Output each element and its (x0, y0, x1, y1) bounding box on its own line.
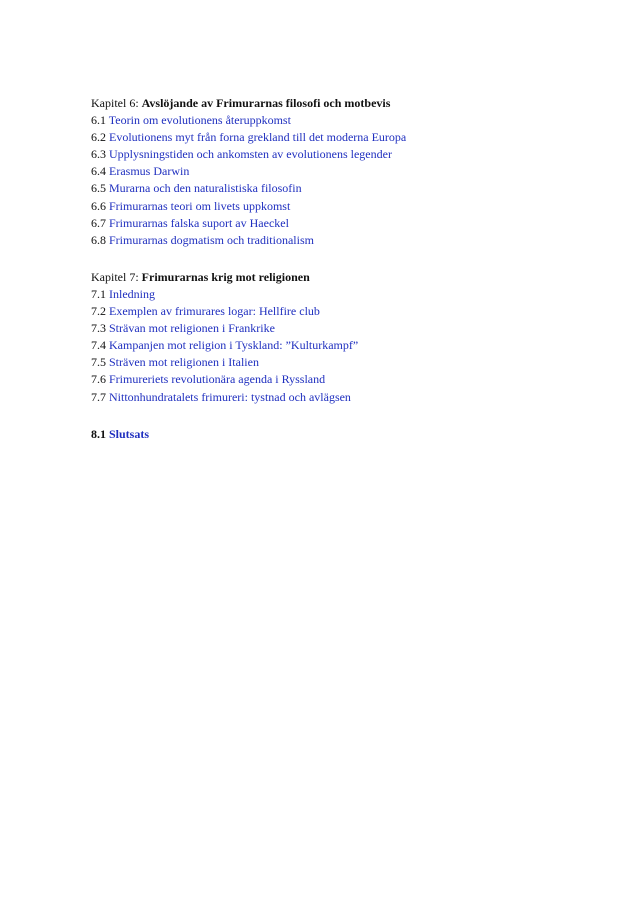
section-link[interactable]: Teorin om evolutionens återuppkomst (108, 113, 291, 128)
toc-entry[interactable] (91, 320, 611, 337)
section-link[interactable]: Frimurarnas dogmatism och traditionalism (109, 232, 314, 247)
section-number: 7.2 (91, 304, 109, 319)
chapter-title: Frimurarnas krig mot religionen (141, 269, 310, 284)
section-number: 7.6 (91, 372, 109, 387)
section-link[interactable]: Nittonhundratalets frimureri: tystnad och avlägsen (109, 389, 351, 404)
section-link[interactable]: Frimurarnas teori om livets uppkomst (109, 198, 291, 213)
section-link[interactable]: Erasmus Darwin (109, 164, 190, 179)
section-number: 6.7 (91, 215, 109, 230)
toc-entry[interactable] (91, 354, 611, 371)
chapter-heading (91, 95, 611, 112)
toc-entry[interactable] (91, 146, 611, 163)
section-link[interactable]: Sträven mot religionen i Italien (109, 355, 259, 370)
section-link[interactable]: Exemplen av frimurares logar: Hellfire club (109, 304, 320, 319)
section-link[interactable]: Frimurarnas falska suport av Haeckel (109, 215, 289, 230)
section-number: 6.5 (91, 181, 109, 196)
toc-entry[interactable] (91, 303, 611, 320)
chapter-8 (91, 426, 611, 443)
toc-entry[interactable] (91, 286, 611, 303)
chapter-prefix: Kapitel 6: (91, 96, 142, 110)
section-number: 7.4 (91, 338, 109, 353)
section-link[interactable]: Upplysningstiden och ankomsten av evolutionens legender (109, 147, 392, 162)
section-number: 6.6 (91, 198, 109, 213)
toc-entry[interactable] (91, 112, 611, 129)
section-number: 8.1 (91, 426, 109, 441)
toc-entry[interactable] (91, 215, 611, 232)
section-link[interactable]: Kampanjen mot religion i Tyskland: ”Kulturkampf” (109, 338, 359, 353)
toc-entry[interactable] (91, 389, 611, 406)
section-link[interactable]: Slutsats (109, 426, 150, 441)
section-number: 7.3 (91, 321, 109, 336)
toc-entry[interactable] (91, 371, 611, 388)
toc-entry[interactable] (91, 426, 611, 443)
section-link[interactable]: Frimureriets revolutionära agenda i Ryssland (109, 372, 326, 387)
chapter-prefix: Kapitel 7: (91, 269, 142, 284)
toc-entry[interactable] (91, 232, 611, 249)
section-link[interactable]: Strävan mot religionen i Frankrike (109, 321, 275, 336)
chapter-6 (91, 95, 611, 249)
toc-entry[interactable] (91, 129, 611, 146)
section-number: 7.7 (91, 389, 109, 404)
chapter-heading (91, 269, 611, 286)
section-number: 7.5 (91, 355, 109, 370)
toc-entry[interactable] (91, 337, 611, 354)
section-link[interactable]: Inledning (109, 286, 155, 301)
section-number: 6.8 (91, 232, 109, 247)
section-number: 6.4 (91, 164, 109, 179)
section-link[interactable]: Evolutionens myt från forna grekland till det moderna Europa (109, 130, 407, 145)
chapter-title: Avslöjande av Frimurarnas filosofi och motbevis (141, 96, 391, 110)
toc-entry[interactable] (91, 198, 611, 215)
section-number: 6.1 (91, 113, 109, 128)
section-number: 6.3 (91, 147, 109, 162)
table-of-contents (91, 95, 611, 463)
section-number: 7.1 (91, 286, 109, 301)
section-link[interactable]: Murarna och den naturalistiska filosofin (109, 181, 302, 196)
toc-entry[interactable] (91, 163, 611, 180)
toc-entry[interactable] (91, 180, 611, 197)
section-number: 6.2 (91, 130, 109, 145)
chapter-7 (91, 269, 611, 406)
